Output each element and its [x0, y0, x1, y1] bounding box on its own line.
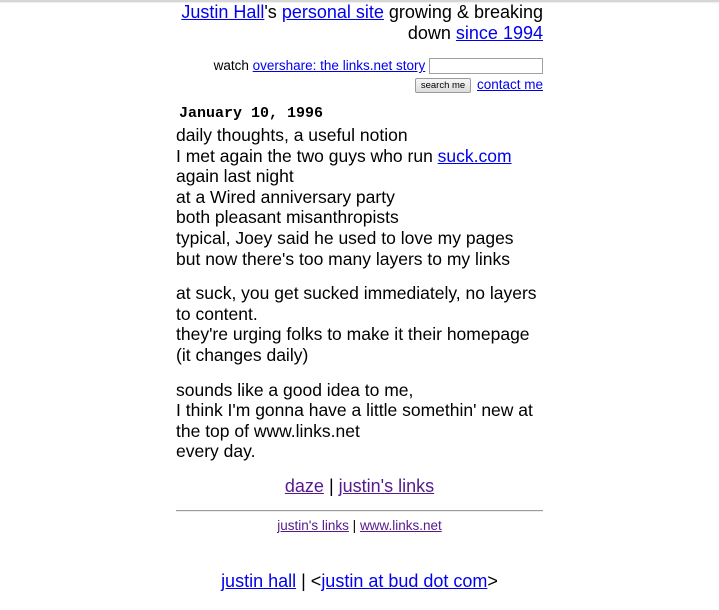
entry-line	[176, 146, 543, 167]
personal-site-link[interactable]: personal site	[281, 2, 384, 22]
overshare-story-link[interactable]: overshare: the links.net story	[252, 58, 426, 73]
author-link[interactable]: Justin Hall	[181, 2, 265, 22]
footer-nav	[176, 475, 543, 497]
since-1994-link[interactable]: since 1994	[455, 23, 543, 43]
entry-paragraph-1	[176, 125, 543, 269]
site-header	[176, 2, 543, 44]
entry-date: January 10, 1996	[179, 105, 324, 122]
search-input[interactable]	[429, 58, 543, 74]
entry-line: they're urging folks to make it their homepage	[176, 324, 530, 345]
justin-hall-link[interactable]: justin hall	[221, 571, 297, 591]
entry-line: sounds like a good idea to me,	[176, 379, 414, 400]
contact-me-link[interactable]: contact me	[476, 77, 543, 92]
email-open-bracket: | <	[296, 571, 322, 591]
entry-line: daily thoughts, a useful notion	[176, 125, 408, 145]
entry-line: (it changes daily)	[176, 344, 309, 365]
justins-links-link[interactable]: justin's links	[338, 475, 435, 496]
entry-line: but now there's too many layers to my links	[176, 248, 511, 269]
entry-paragraph-2	[176, 283, 543, 365]
entry-line: every day.	[176, 441, 256, 462]
small-footer-separator: |	[352, 517, 357, 533]
email-link[interactable]: justin at bud dot com	[321, 571, 488, 591]
footer-divider	[176, 510, 543, 512]
entry-line: both pleasant misanthropists	[176, 207, 399, 228]
watch-label: watch	[213, 58, 249, 73]
email-row	[176, 570, 543, 592]
page-content	[176, 0, 543, 535]
watch-row	[176, 57, 543, 75]
entry-line-prefix: I met again the two guys who run	[176, 145, 438, 166]
small-justins-links-link[interactable]: justin's links	[277, 517, 349, 533]
entry-line: I think I'm gonna have a little somethin' new at the top of www.links.net	[176, 400, 533, 441]
suck-com-link[interactable]: suck.com	[437, 145, 512, 166]
entry-line: at a Wired anniversary party	[176, 186, 395, 207]
entry-line: at suck, you get sucked immediately, no layers to content.	[176, 283, 537, 324]
entry-line: again last night	[176, 166, 294, 187]
email-close-bracket: >	[487, 571, 498, 591]
entry-line: typical, Joey said he used to love my pages	[176, 227, 514, 248]
search-button[interactable]: search me	[415, 78, 471, 93]
search-contact-row	[176, 76, 543, 94]
possessive-text: 's	[264, 2, 277, 22]
small-footer-links	[176, 517, 543, 535]
header-tail-text: growing & breaking down	[388, 2, 543, 43]
links-net-link[interactable]: www.links.net	[359, 517, 442, 533]
footer-separator: |	[328, 475, 334, 496]
entry-paragraph-3	[176, 380, 543, 462]
daze-link[interactable]: daze	[284, 475, 324, 496]
